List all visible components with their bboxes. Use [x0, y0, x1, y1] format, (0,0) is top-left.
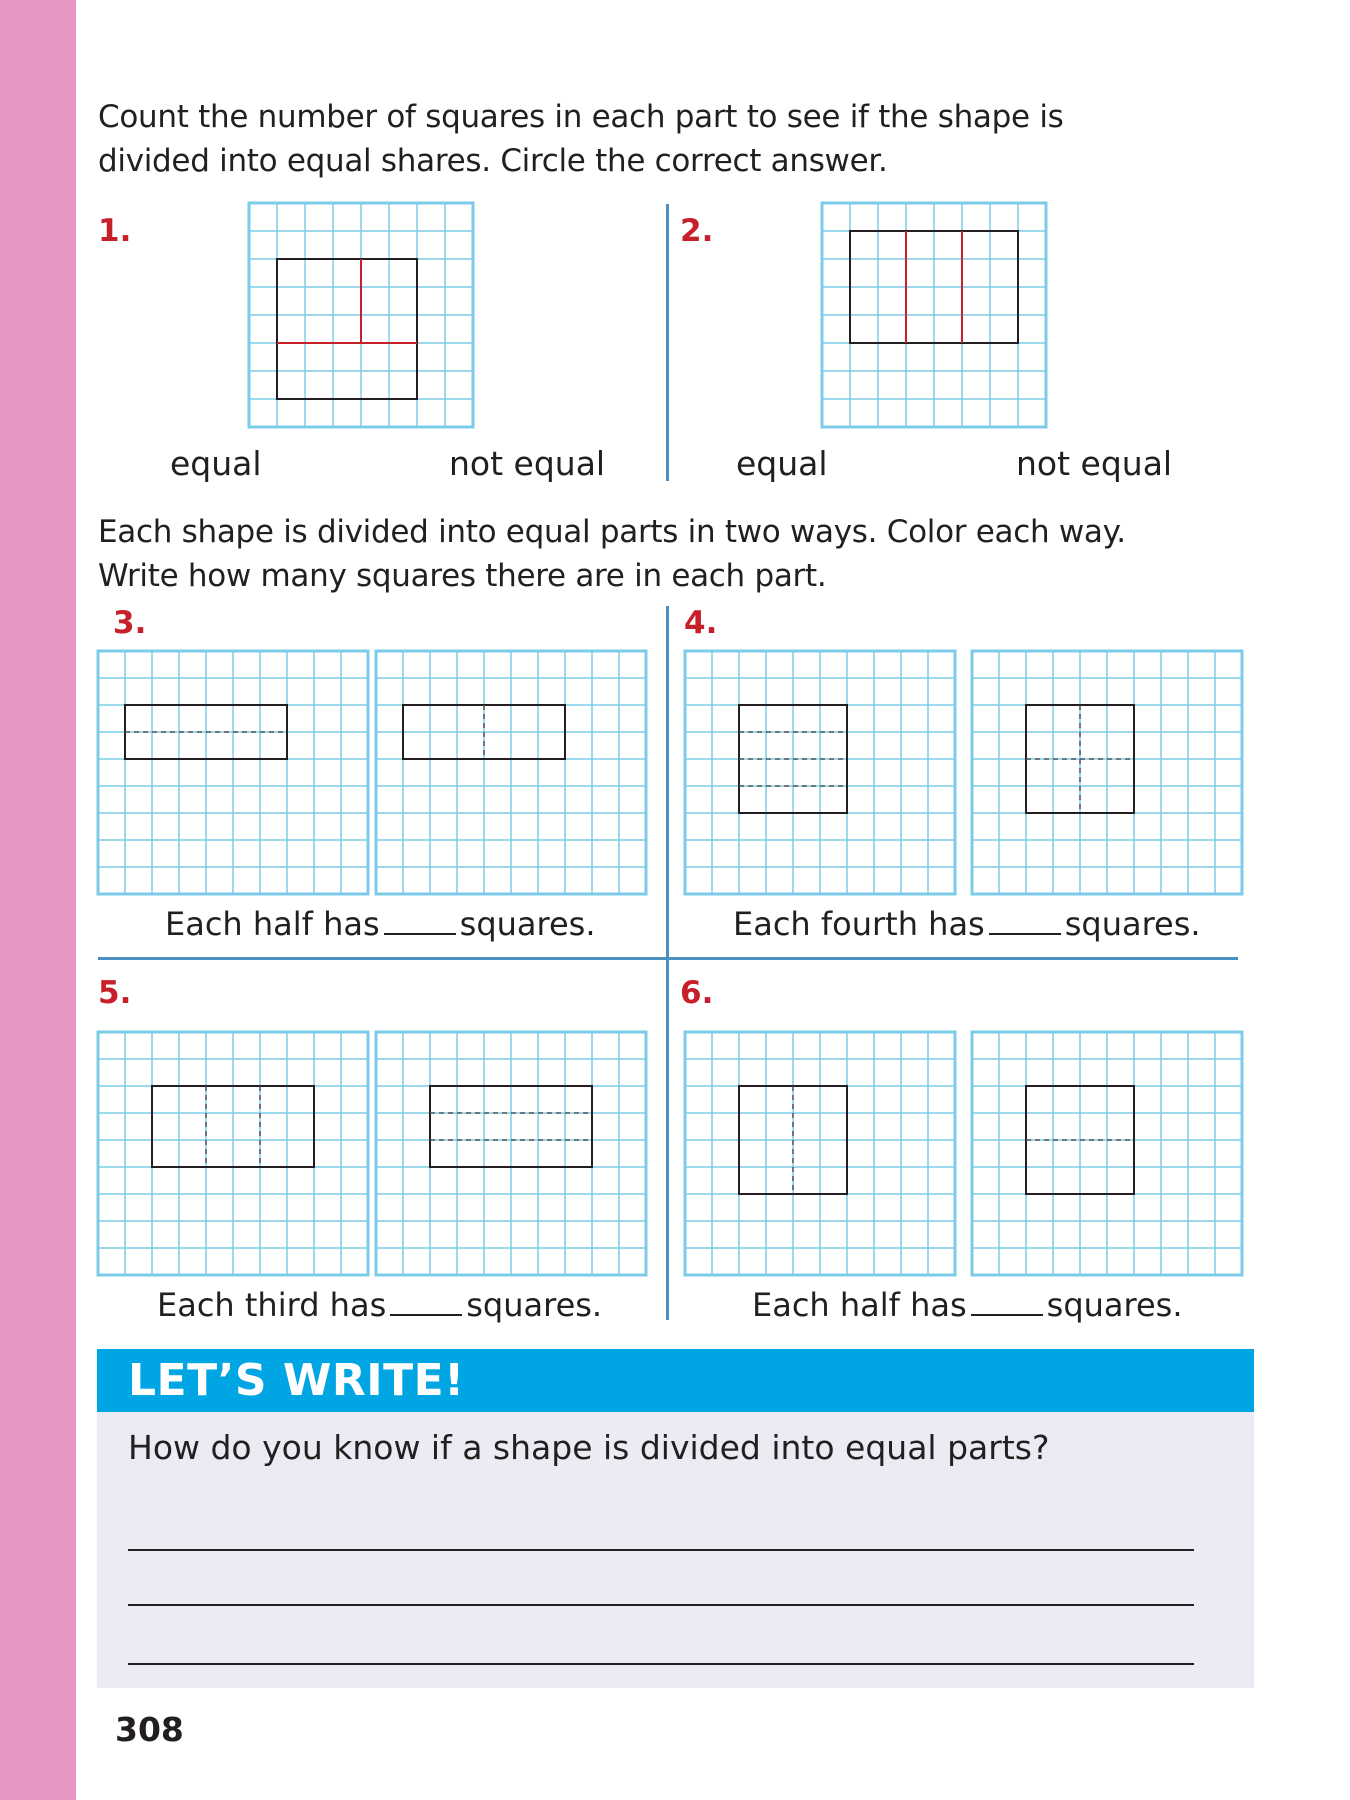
sentence-text: squares. [466, 1286, 603, 1324]
lets-write-question: How do you know if a shape is divided into equal parts? [128, 1428, 1050, 1467]
instruction-line: divided into equal shares. Circle the correct answer. [98, 143, 888, 179]
page-margin [0, 0, 76, 1800]
answer-not-equal[interactable]: not equal [449, 444, 606, 483]
problem-2-grid [822, 203, 1046, 427]
sentence-text: squares. [459, 905, 596, 943]
writing-line[interactable] [128, 1549, 1194, 1551]
problem-3-sentence [165, 905, 596, 943]
divider-vertical [666, 606, 669, 1320]
answer-equal[interactable]: equal [736, 444, 828, 483]
problem-4-sentence [733, 905, 1201, 943]
answer-blank[interactable] [971, 1313, 1043, 1316]
problem-6-sentence [752, 1286, 1183, 1324]
sentence-text: Each half has [165, 905, 380, 943]
instructions-part-1 [98, 95, 1064, 183]
sentence-text: squares. [1064, 905, 1201, 943]
problem-1-grid [249, 203, 473, 427]
problem-6-grid-b [972, 1032, 1244, 1276]
outline-shape [277, 259, 417, 399]
answer-not-equal[interactable]: not equal [1016, 444, 1173, 483]
instructions-part-2 [98, 510, 1126, 598]
instruction-line: Write how many squares there are in each part. [98, 558, 827, 594]
problem-4-grid-a [685, 651, 957, 895]
problem-4-grid-b [972, 651, 1244, 895]
problem-number: 6. [680, 975, 714, 1011]
problem-6-grid-a [685, 1032, 957, 1276]
instruction-line: Each shape is divided into equal parts in two ways. Color each way. [98, 514, 1126, 550]
answer-blank[interactable] [390, 1313, 462, 1316]
answer-blank[interactable] [384, 932, 456, 935]
writing-line[interactable] [128, 1604, 1194, 1606]
sentence-text: squares. [1046, 1286, 1183, 1324]
answer-equal[interactable]: equal [170, 444, 262, 483]
sentence-text: Each third has [157, 1286, 387, 1324]
page-number: 308 [115, 1710, 184, 1749]
instruction-line: Count the number of squares in each part to see if the shape is [98, 99, 1064, 135]
problem-3-grid-b [376, 651, 648, 895]
problem-5-grid-b [376, 1032, 648, 1276]
problem-5-sentence [157, 1286, 602, 1324]
divider-horizontal [98, 957, 1238, 960]
problem-number: 5. [98, 975, 132, 1011]
problem-number: 3. [113, 605, 147, 641]
problem-5-grid-a [98, 1032, 370, 1276]
lets-write-title: LET’S WRITE! [128, 1355, 465, 1406]
sentence-text: Each half has [752, 1286, 967, 1324]
problem-number: 2. [680, 213, 714, 249]
problem-number: 4. [684, 605, 718, 641]
sentence-text: Each fourth has [733, 905, 985, 943]
divider-vertical [666, 204, 669, 481]
problem-number: 1. [98, 213, 132, 249]
answer-blank[interactable] [989, 932, 1061, 935]
writing-line[interactable] [128, 1663, 1194, 1665]
problem-3-grid-a [98, 651, 370, 895]
